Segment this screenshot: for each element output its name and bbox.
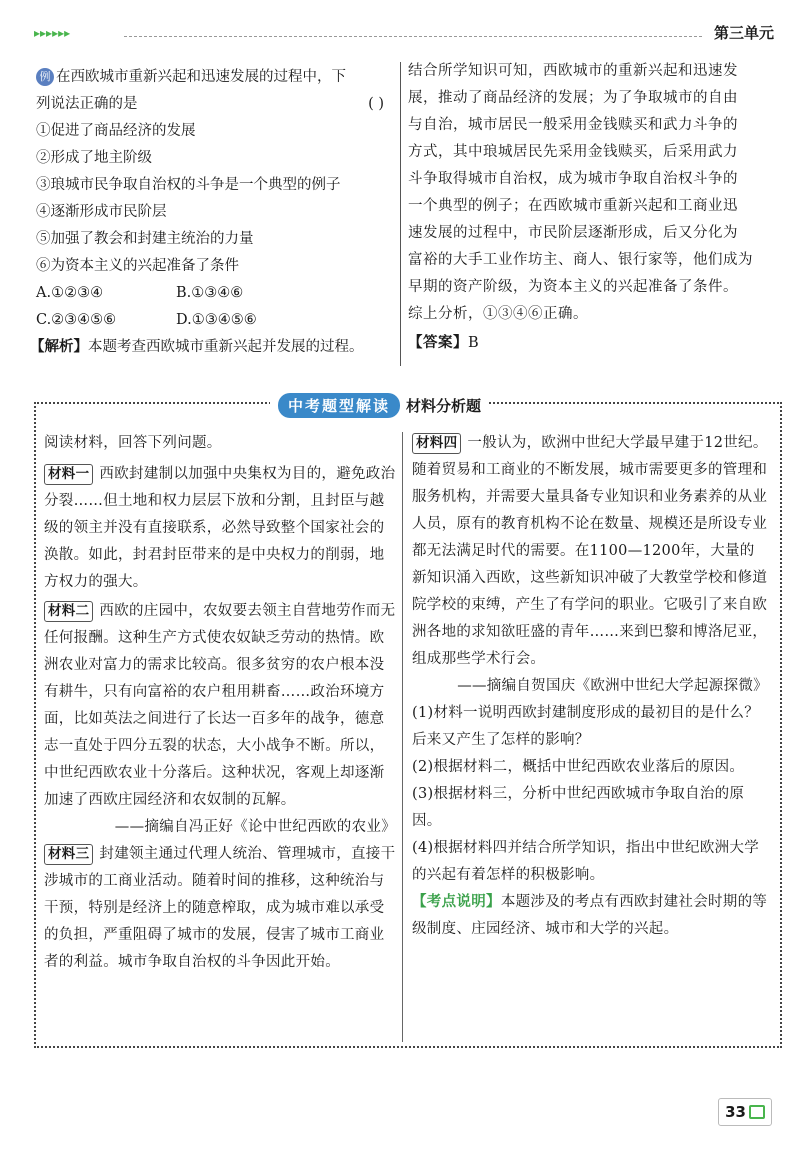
- materials-left: [44, 430, 396, 976]
- question-1: (1)材料一说明西欧封建制度形成的最初目的是什么？后来又产生了怎样的影响？: [412, 705, 760, 748]
- header-rule: [124, 36, 702, 37]
- statement-item: ③琅城市民争取自治权的斗争是一个典型的例子: [36, 177, 341, 193]
- page-number: 33: [725, 1103, 746, 1121]
- option-b: B.①③④⑥: [176, 285, 244, 301]
- section-banner: [270, 392, 489, 418]
- answer-label: 【答案】: [408, 335, 468, 351]
- materials-right: [412, 430, 768, 943]
- box-column-divider: [402, 432, 403, 1042]
- option-c: C.②③④⑤⑥: [36, 312, 117, 328]
- analysis-line: 结合所学知识可知，西欧城市的重新兴起和迅速发: [408, 63, 738, 79]
- material-tag-1: 材料一: [44, 464, 93, 485]
- analysis-line: 富裕的大手工业作坊主、商人、银行家等，他们成为: [408, 252, 753, 268]
- page-header: [34, 22, 774, 44]
- material-2-source: ——摘编自冯正好《论中世纪西欧的农业》: [114, 819, 396, 835]
- analysis-text: 本题考查西欧城市重新兴起并发展的过程。: [88, 339, 364, 355]
- intro-text: 阅读材料，回答下列问题。: [44, 435, 222, 451]
- key-point-text: 本题涉及的考点有西欧封建社会时期的等级制度、庄园经济、城市和大学的兴起。: [412, 894, 768, 937]
- column-divider: [400, 62, 401, 366]
- statement-item: ⑥为资本主义的兴起准备了条件: [36, 258, 239, 274]
- material-tag-2: 材料二: [44, 601, 93, 622]
- question-stem-1: 在西欧城市重新兴起和迅速发展的过程中，下: [56, 69, 346, 85]
- material-tag-3: 材料三: [44, 844, 93, 865]
- analysis-line: 速发展的过程中，市民阶层逐渐形成，后又分化为: [408, 225, 738, 241]
- analysis-line: 展，推动了商品经济的发展；为了争取城市的自由: [408, 90, 738, 106]
- answer-blank: ( ): [368, 96, 384, 112]
- option-a: A.①②③④: [36, 285, 104, 301]
- analysis-line: 方式，其中琅城居民先采用金钱赎买，后采用武力: [408, 144, 738, 160]
- arrow-icons: ▸▸▸▸▸▸: [34, 26, 71, 40]
- material-tag-4: 材料四: [412, 433, 461, 454]
- analysis-continued: [408, 58, 774, 357]
- unit-title: 第三单元: [713, 24, 774, 42]
- question-3: (3)根据材料三，分析中世纪西欧城市争取自治的原因。: [412, 786, 745, 829]
- book-icon: [749, 1105, 765, 1119]
- statement-item: ②形成了地主阶级: [36, 150, 152, 166]
- answer-value: B: [468, 335, 480, 351]
- analysis-line: 综上分析，①③④⑥正确。: [408, 306, 588, 322]
- analysis-line: 斗争取得城市自治权，成为城市争取自治权斗争的: [408, 171, 738, 187]
- analysis-line: 一个典型的例子；在西欧城市重新兴起和工商业迅: [408, 198, 738, 214]
- material-1-text: 西欧封建制以加强中央集权为目的，避免政治分裂……但土地和权力层层下放和分割，且封臣与越级的领主并没有直接联系，必然导致整个国家社会的涣散。如此，封君封臣带来的是中央权力的削弱，地方权力的强大。: [44, 466, 396, 590]
- material-4-source: ——摘编自贺国庆《欧洲中世纪大学起源探微》: [457, 678, 768, 694]
- analysis-line: 与自治，城市居民一般采用金钱赎买和武力斗争的: [408, 117, 738, 133]
- question-4: (4)根据材料四并结合所学知识，指出中世纪欧洲大学的兴起有着怎样的积极影响。: [412, 840, 760, 883]
- key-point-label: 【考点说明】: [412, 894, 501, 910]
- example-question: [30, 64, 394, 361]
- statement-item: ①促进了商品经济的发展: [36, 123, 196, 139]
- banner-subtitle: 材料分析题: [406, 396, 482, 415]
- statement-item: ④逐渐形成市民阶层: [36, 204, 167, 220]
- question-2: (2)根据材料二，概括中世纪西欧农业落后的原因。: [412, 759, 745, 775]
- material-4-text: 一般认为，欧洲中世纪大学最早建于12世纪。随着贸易和工商业的不断发展，城市需要更多的管理和服务机构，并需要大量具备专业知识和业务素养的从业人员，原有的教育机构不论在数量、规模还是所设专业都无法满足时代的需要。在1100—1200年，大量的新知识涌入西欧，这些新知识冲破了大教堂学校和修道院学校的束缚，产生了有学问的职业。它吸引了来自欧洲各地的求知欲旺盛的青年……来到巴黎和博洛尼亚，组成那些学术行会。: [412, 435, 768, 667]
- question-stem-2: 列说法正确的是: [36, 96, 138, 112]
- material-2-text: 西欧的庄园中，农奴要去领主自营地劳作而无任何报酬。这种生产方式使农奴缺乏劳动的热情。欧洲农业对富力的需求比较高。很多贫穷的农户根本没有耕牛，只有向富裕的农户租用耕畜……政治环境方面，比如英法之间进行了长达一百多年的战争，德意志一直处于四分五裂的状态，大小战争不断。所以，中世纪西欧农业十分落后。这种状况，客观上却逐渐加速了西欧庄园经济和农奴制的瓦解。: [44, 603, 396, 808]
- page-number-badge: [718, 1098, 772, 1126]
- analysis-line: 早期的资产阶级，为资本主义的兴起准备了条件。: [408, 279, 738, 295]
- statement-item: ⑤加强了教会和封建主统治的力量: [36, 231, 254, 247]
- banner-title: 中考题型解读: [278, 393, 400, 418]
- material-3-text: 封建领主通过代理人统治、管理城市，直接干涉城市的工商业活动。随着时间的推移，这种统治与干预，特别是经济上的随意榨取，成为城市难以承受的负担，严重阻碍了城市的发展，侵害了城市工商业者的利益。城市争取自治权的斗争因此开始。: [44, 846, 396, 970]
- analysis-label: 【解析】: [30, 339, 88, 355]
- example-icon: 例: [36, 68, 54, 86]
- option-d: D.①③④⑤⑥: [176, 312, 257, 328]
